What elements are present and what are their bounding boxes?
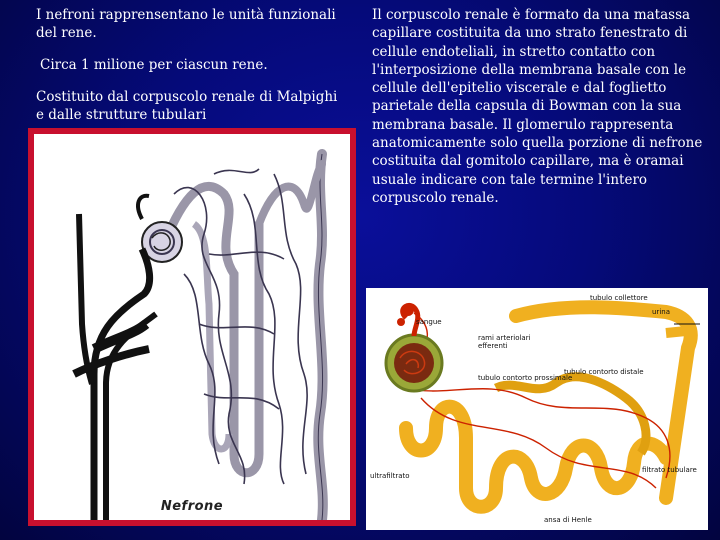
nephron-figure — [28, 128, 356, 526]
label-urina: urina — [652, 308, 670, 316]
structure-paragraph: Costituito dal corpuscolo renale di Malpighi e dalle strutture tubulari — [36, 89, 338, 123]
label-tubulo-prossimale: tubulo contorto prossimale — [478, 374, 573, 382]
nephron-illustration — [34, 134, 350, 520]
right-text-block — [372, 6, 710, 207]
label-sangue: sangue — [416, 318, 442, 326]
label-tubulo-distale: tubulo contorto distale — [564, 368, 644, 376]
label-rami-arteriolari: rami arteriolari efferenti — [478, 334, 531, 350]
left-text-block — [36, 6, 346, 138]
intro-paragraph: I nefroni rapprensentano le unità funzionali del rene. — [36, 7, 336, 41]
count-paragraph: Circa 1 milione per ciascun rene. — [40, 57, 268, 73]
label-filtrato-tubulare: filtrato tubulare — [642, 466, 697, 474]
label-tubulo-collettore: tubulo collettore — [590, 294, 648, 302]
nephron-caption: Nefrone — [160, 499, 224, 514]
nephron-detail-figure — [366, 288, 708, 530]
corpuscle-description: Il corpuscolo renale è formato da una matassa capillare costituita da uno strato fenestrato di cellule endoteliali, in stretto contatto con l'interposizione della membrana basale con le cellule dell'epitelio viscerale e dal foglietto parietale della capsula di Bowman con la sua membrana basale. Il glomerulo rappresenta anatomicamente solo quella porzione di nefrone costituita dal gomitolo capillare, ma è oramai usuale indicare con tale termine l'intero corpuscolo renale. — [372, 7, 703, 206]
nephron-figure-canvas — [34, 134, 350, 520]
label-ultrafiltrato: ultrafiltrato — [370, 472, 410, 480]
label-ansa-henle: ansa di Henle — [544, 516, 592, 524]
